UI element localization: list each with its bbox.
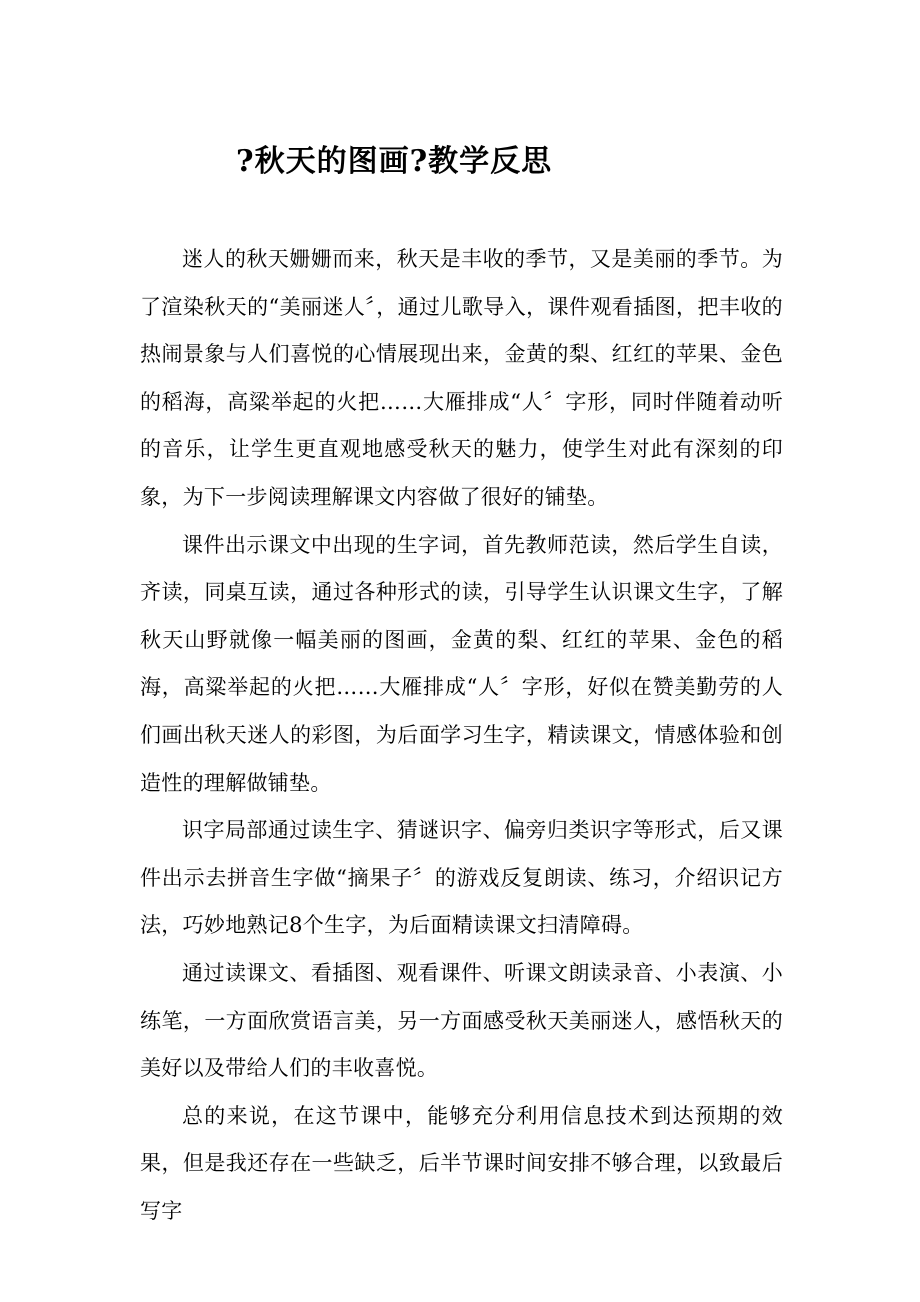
paragraph-3: 识字局部通过读生字、猜谜识字、偏旁归类识字等形式，后又课件出示去拼音生字做“摘果子〞的游戏反复朗读、练习，介绍识记方法，巧妙地熟记8个生字，为后面精读课文扫清障碍。 <box>140 818 783 938</box>
paragraph-5: 总的来说，在这节课中，能够充分利用信息技术到达预期的效果，但是我还存在一些缺乏，后半节课时间安排不够合理，以致最后写字 <box>140 1103 783 1223</box>
paragraph-1: 迷人的秋天姗姗而来，秋天是丰收的季节，又是美丽的季节。为了渲染秋天的“美丽迷人〞，通过儿歌导入，课件观看插图，把丰收的热闹景象与人们喜悦的心情展现出来，金黄的梨、红红的苹果、金色的稻海，高粱举起的火把……大雁排成“人〞字形，同时伴随着动听的音乐，让学生更直观地感受秋天的魅力，使学生对此有深刻的印象，为下一步阅读理解课文内容做了很好的铺垫。 <box>140 247 783 509</box>
paragraph-4: 通过读课文、看插图、观看课件、听课文朗读录音、小表演、小练笔，一方面欣赏语言美，另一方面感受秋天美丽迷人，感悟秋天的美好以及带给人们的丰收喜悦。 <box>140 960 783 1081</box>
paragraph-2: 课件出示课文中出现的生字词，首先教师范读，然后学生自读，齐读，同桌互读，通过各种形式的读，引导学生认识课文生字，了解秋天山野就像一幅美丽的图画，金黄的梨、红红的苹果、金色的稻海，高粱举起的火把……大雁排成“人〞字形，好似在赞美勤劳的人们画出秋天迷人的彩图，为后面学习生字，精读课文，情感体验和创造性的理解做铺垫。 <box>140 532 783 795</box>
document-title: ?秋天的图画?教学反思 <box>236 144 553 179</box>
document-body <box>140 236 783 1235</box>
